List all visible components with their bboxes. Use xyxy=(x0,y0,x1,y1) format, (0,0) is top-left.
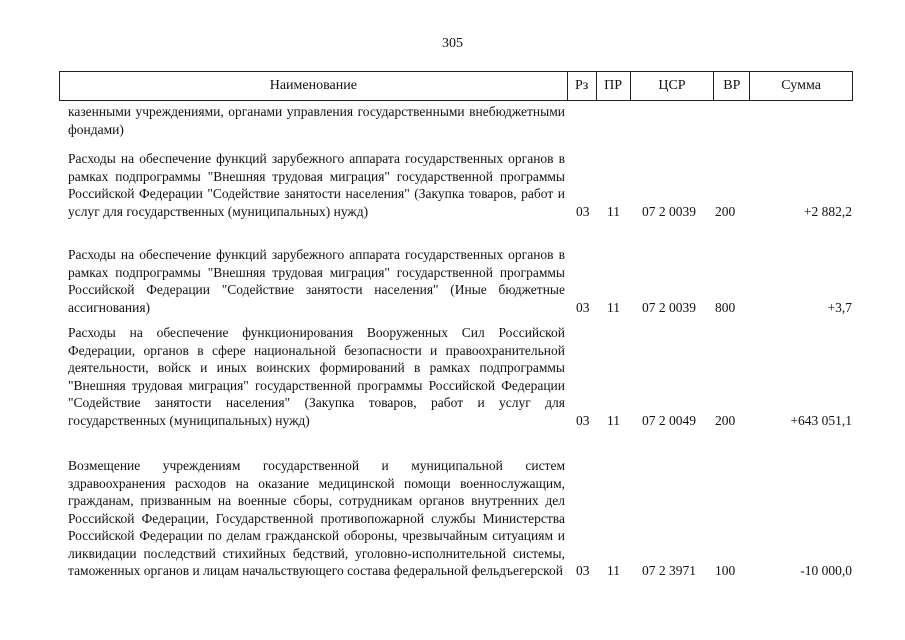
row-vr: 800 xyxy=(715,299,736,315)
row-name: Расходы на обеспечение функционирования Вооруженных Сил Российской Федерации, органов в сфере национальной безопасности и правоохранительной деятельности, войск и иных воинских формирований в рамках подпрограммы "Внешняя трудовая миграция" государственной программы Российской Федерации "Содействие занятости населения" (Закупка товаров, работ и услуг для государственных (муниципальных) нужд) xyxy=(68,325,565,428)
row-csr: 07 2 3971 xyxy=(642,563,696,578)
row-rz: 03 xyxy=(576,563,590,578)
row-vr: 200 xyxy=(715,203,736,219)
row-name: Расходы на обеспечение функций зарубежного аппарата государственных органов в рамках подпрограммы "Внешняя трудовая миграция" государственной программы Российской Федерации "Содействие занятости населения" (Закупка товаров, работ и услуг для государственных (муниципальных) нужд) xyxy=(68,151,565,219)
row-vr: 200 xyxy=(715,412,736,428)
row-rz: 03 xyxy=(576,203,590,219)
header-vr: ВР xyxy=(713,72,749,100)
header-name: Наименование xyxy=(269,78,357,93)
row-name: Расходы на обеспечение функций зарубежного аппарата государственных органов в рамках подпрограммы "Внешняя трудовая миграция" государственной программы Российской Федерации "Содействие занятости населения" (Иные бюджетные ассигнования) xyxy=(68,247,565,315)
table-row xyxy=(68,103,858,138)
page-number: 305 xyxy=(442,36,463,51)
row-sum: +643 051,1 xyxy=(790,412,852,428)
row-vr: 100 xyxy=(715,563,736,578)
row-pr: 11 xyxy=(607,563,620,578)
header-pr: ПР xyxy=(596,72,630,100)
row-csr: 07 2 0049 xyxy=(642,412,696,428)
header-sum: Сумма xyxy=(749,72,852,100)
table-row xyxy=(68,324,858,429)
row-codes xyxy=(68,412,858,430)
row-pr: 11 xyxy=(607,203,620,219)
row-rz: 03 xyxy=(576,412,590,428)
table-row xyxy=(68,150,858,220)
row-pr: 11 xyxy=(607,412,620,428)
row-sum: -10 000,0 xyxy=(800,563,852,578)
row-sum: +3,7 xyxy=(827,299,852,315)
row-rz: 03 xyxy=(576,299,590,315)
header-csr: ЦСР xyxy=(630,72,714,100)
row-name: казенными учреждениями, органами управления государственными внебюджетными фондами) xyxy=(68,104,565,137)
row-csr: 07 2 0039 xyxy=(642,203,696,219)
table-header xyxy=(59,71,853,101)
row-sum: +2 882,2 xyxy=(803,203,852,219)
table-row xyxy=(68,457,858,580)
table-row xyxy=(68,246,858,316)
row-pr: 11 xyxy=(607,299,620,315)
row-codes xyxy=(68,203,858,221)
row-codes xyxy=(68,562,858,580)
header-rz: Рз xyxy=(567,72,596,100)
row-name: Возмещение учреждениям государственной и муниципальной систем здравоохранения расходов на оказание медицинской помощи военнослужащим, гражданам, призванным на военные сборы, сотрудникам органов внутренних дел Российской Федерации, Государственной противопожарной службы Министерства Российской Федерации по делам гражданской обороны, чрезвычайным ситуациям и ликвидации последствий стихийных бедствий, уголовно-исполнительной системы, таможенных органов и лицам начальствующего состава федеральной фельдъегерской xyxy=(68,458,565,578)
row-csr: 07 2 0039 xyxy=(642,299,696,315)
row-codes xyxy=(68,299,858,317)
